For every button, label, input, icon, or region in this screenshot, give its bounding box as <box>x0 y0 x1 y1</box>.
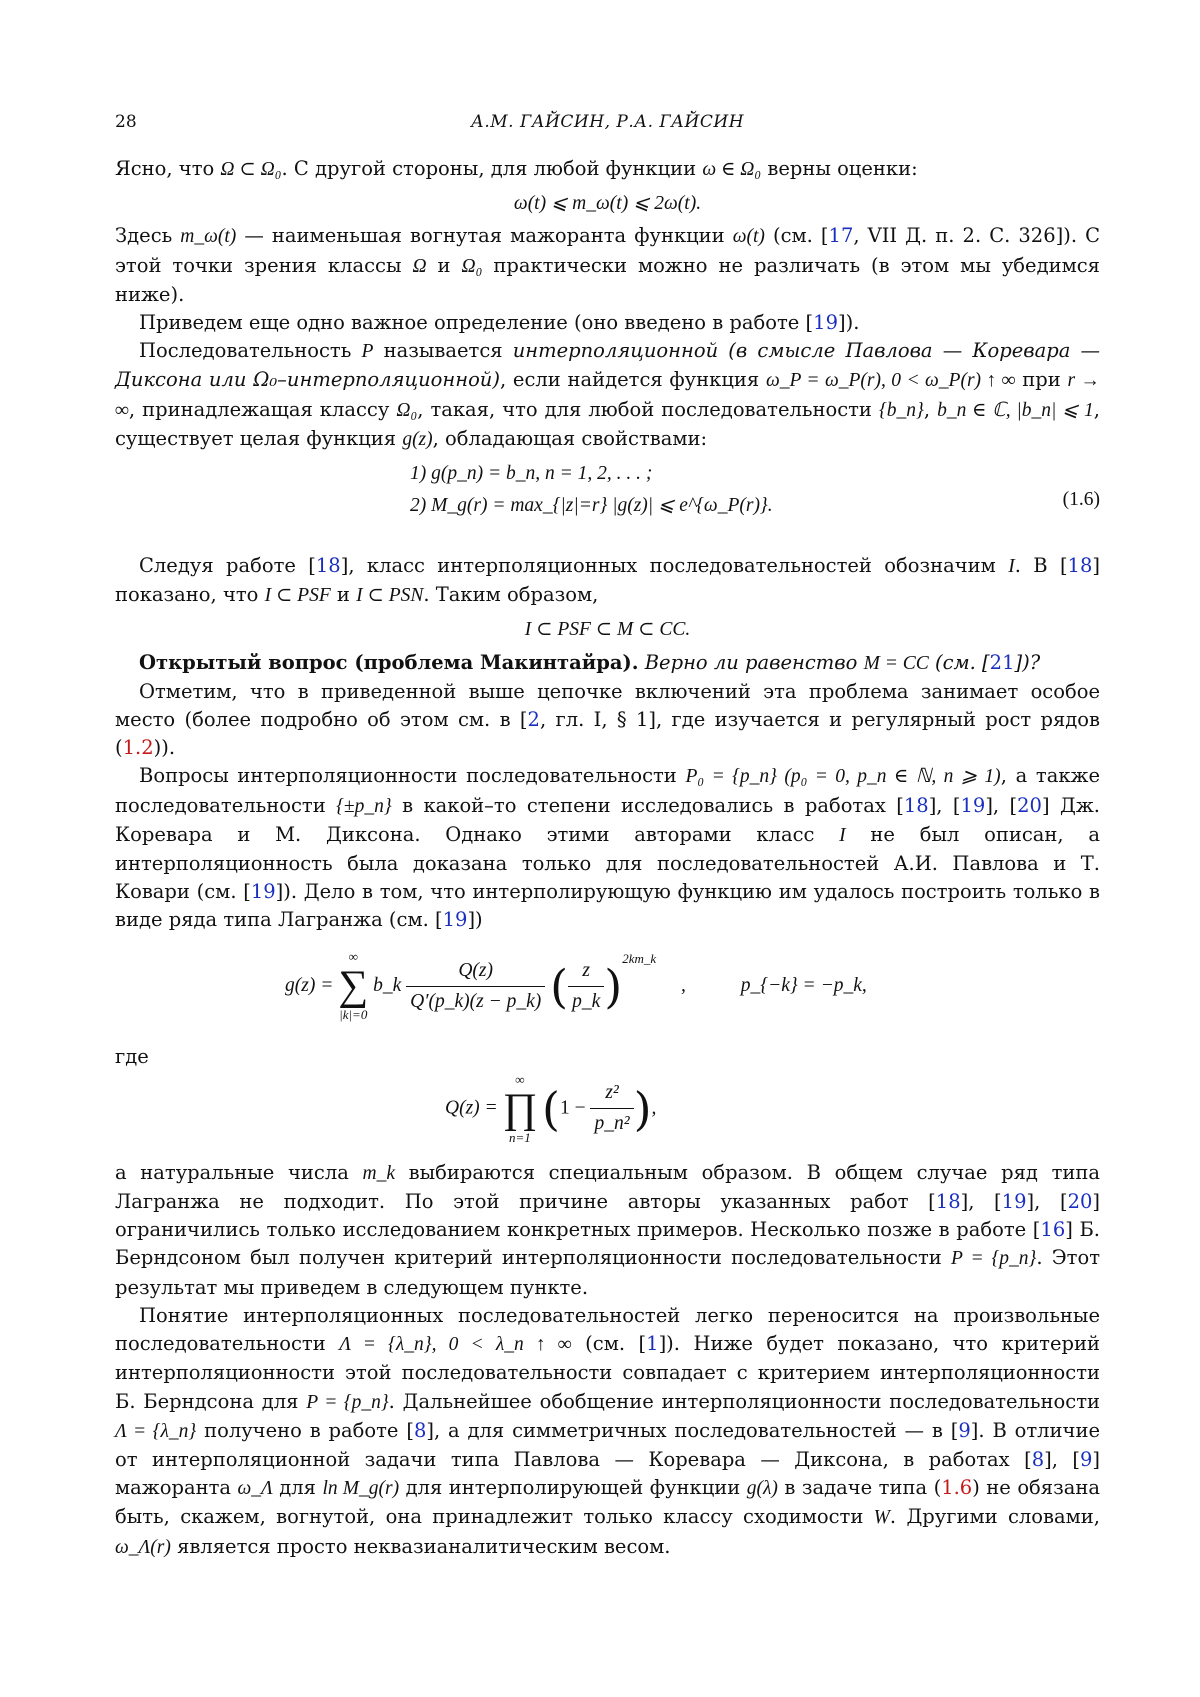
equation-inclusion-chain: I ⊂ PSF ⊂ M ⊂ CC. <box>524 619 691 641</box>
equation-reference-link[interactable]: 1.6 <box>941 1476 973 1500</box>
citation-link[interactable]: 1 <box>646 1332 659 1356</box>
paragraph-definition: Последовательность P называется интерполяционной (в смысле Павлова — Коревара — Диксона или Ω₀–интерполяционной), если найдется функция ω_P = ω_P(r), 0 < ω_P(r) ↑ ∞ при r → ∞, принадлежащая классу Ω₀, такая, что для любой последовательности {b_n}, b_n ∈ ℂ, |b_n| ⩽ 1, существует целая функция g(z), обладающая свойствами: <box>115 339 1101 450</box>
paragraph-9: а натуральные числа m_k выбираются специальным образом. В общем случае ряд типа Лагранжа не подходит. По этой причине авторы указанных работ [18], [19], [20] ограничились только исследованием конкретных примеров. Несколько позже в работе [16] Б. Берндсоном был получен критерий интерполяционности последовательности P = {p_n}. Этот результат мы приведем в следующем пункте. <box>115 1160 1100 1299</box>
paragraph-where: где <box>115 1044 149 1068</box>
citation-link[interactable]: 20 <box>1017 793 1042 817</box>
citation-link[interactable]: 20 <box>1067 1190 1093 1214</box>
citation-link[interactable]: 2 <box>527 708 540 732</box>
citation-link[interactable]: 19 <box>960 793 986 817</box>
equation-omega-bounds: ω(t) ⩽ m_ω(t) ⩽ 2ω(t). <box>513 193 702 215</box>
citation-link[interactable]: 17 <box>828 224 854 248</box>
equation-1-6-line-1: 1) g(p_n) = b_n, n = 1, 2, . . . ; <box>410 463 653 485</box>
paragraph-8: Вопросы интерполяционности последовательности P₀ = {p_n} (p₀ = 0, p_n ∈ ℕ, n ⩾ 1), а также последовательности {±p_n} в какой–то степени исследовались в работах [18], [19], [20] Дж. Коревара и М. Диксона. Однако этими авторами класс I не был описан, а интерполяционность была доказана только для последовательностей А.И. Павлова и Т. Ковари (см. [19]). Дело в том, что интерполирующую функцию им удалось построить только в виде ряда типа Лагранжа (см. [19]) <box>115 764 1100 932</box>
citation-link[interactable]: 19 <box>442 908 468 932</box>
citation-link[interactable]: 21 <box>989 650 1015 674</box>
page-number: 28 <box>115 112 137 132</box>
product-operator: ∞ ∏ n=1 <box>502 1071 538 1145</box>
equation-1-6 <box>115 460 1100 544</box>
equation-1-6-line-2: 2) M_g(r) = max_{|z|=r} |g(z)| ⩽ e^{ω_P(r)}. <box>410 495 773 517</box>
paragraph-10: Понятие интерполяционных последовательностей легко переносится на произвольные последовательности Λ = {λ_n}, 0 < λ_n ↑ ∞ (см. [1]). Ниже будет показано, что критерий интерполяционности этой последовательности совпадает с критерием интерполяционности Б. Берндсона для P = {p_n}. Дальнейшее обобщение интерполяционности последовательности Λ = {λ_n} получено в работе [8], а для симметричных последовательностей — в [9]. В отличие от интерполяционной задачи типа Павлова — Коревара — Диксона, в работах [8], [9] мажоранта ω_Λ для ln M_g(r) для интерполирующей функции g(λ) в задаче типа (1.6) не обязана быть, скажем, вогнутой, она принадлежит только классу сходимости W. Другими словами, ω_Λ(r) является просто неквазианалитическим весом. <box>115 1303 1100 1558</box>
citation-link[interactable]: 16 <box>1040 1218 1066 1242</box>
fraction: $\frac{z}{p\_k}$ <box>568 958 604 1015</box>
paragraph-7: Отметим, что в приведенной выше цепочке включений эта проблема занимает особое место (более подробно об этом см. в [2, гл. I, § 1], где изучается и регулярный рост рядов (1.2)). <box>115 679 1101 760</box>
equation-lagrange-series: g(z) = ∞ ∑ |k|=0 b_k $\frac{Q(z)}{Q'(p\_k)(z - p\_k)}$ ( $\frac{z}{p\_k}$ )$^{2km\_k}$ , p_{−k} = −p_k, <box>285 949 867 1023</box>
paragraph-1: Ясно, что Ω ⊂ Ω₀. С другой стороны, для любой функции ω ∈ Ω₀ верны оценки: <box>115 157 918 180</box>
citation-link[interactable]: 19 <box>250 880 276 904</box>
open-question-title: Открытый вопрос (проблема Макинтайра). <box>139 650 639 674</box>
fraction: $\frac{Q(z)}{Q'(p\_k)(z - p\_k)}$ <box>406 958 545 1015</box>
citation-link[interactable]: 18 <box>315 554 341 578</box>
citation-link[interactable]: 8 <box>413 1418 427 1442</box>
citation-link[interactable]: 8 <box>1031 1447 1045 1471</box>
equation-reference-link[interactable]: 1.2 <box>122 736 154 760</box>
citation-link[interactable]: 18 <box>903 793 929 817</box>
citation-link[interactable]: 19 <box>1001 1190 1027 1214</box>
page-header <box>115 112 1100 136</box>
paragraph-3: Приведем еще одно важное определение (оно введено в работе [19]). <box>139 311 860 335</box>
citation-link[interactable]: 18 <box>1067 554 1093 578</box>
paragraph-5: Следуя работе [18], класс интерполяционных последовательностей обозначим I. В [18] показано, что I ⊂ PSF и I ⊂ PSN. Таким образом, <box>115 554 1100 607</box>
citation-link[interactable]: 9 <box>1079 1447 1093 1471</box>
fraction: $\frac{\text{z²}}{\text{p\_n²}}$ <box>590 1080 633 1137</box>
citation-link[interactable]: 18 <box>935 1190 961 1214</box>
paragraph-2: Здесь m_ω(t) — наименьшая вогнутая мажоранта функции ω(t) (см. [17, VII Д. п. 2. С. 326]). С этой точки зрения классы Ω и Ω₀ практически можно не различать (в этом мы убедимся ниже). <box>115 224 1100 306</box>
citation-link[interactable]: 9 <box>958 1418 971 1442</box>
citation-link[interactable]: 19 <box>813 311 838 335</box>
running-title: А.М. ГАЙСИН, Р.А. ГАЙСИН <box>470 112 745 132</box>
equation-product-q: Q(z) = ∞ ∏ n=1 (1 − $\frac{\text{z²}}{\text{p\_n²}}$ ), <box>445 1071 657 1145</box>
open-question: Открытый вопрос (проблема Макинтайра). Верно ли равенство M = CC (см. [21])? <box>139 650 1041 674</box>
defined-term: интерполяционной (в смысле Павлова — Коревара — Диксона или Ω₀–интерполяционной) <box>115 339 1100 392</box>
sum-operator: ∞ ∑ |k|=0 <box>338 949 369 1023</box>
equation-number: (1.6) <box>1062 489 1100 511</box>
article-body <box>115 155 1100 1562</box>
